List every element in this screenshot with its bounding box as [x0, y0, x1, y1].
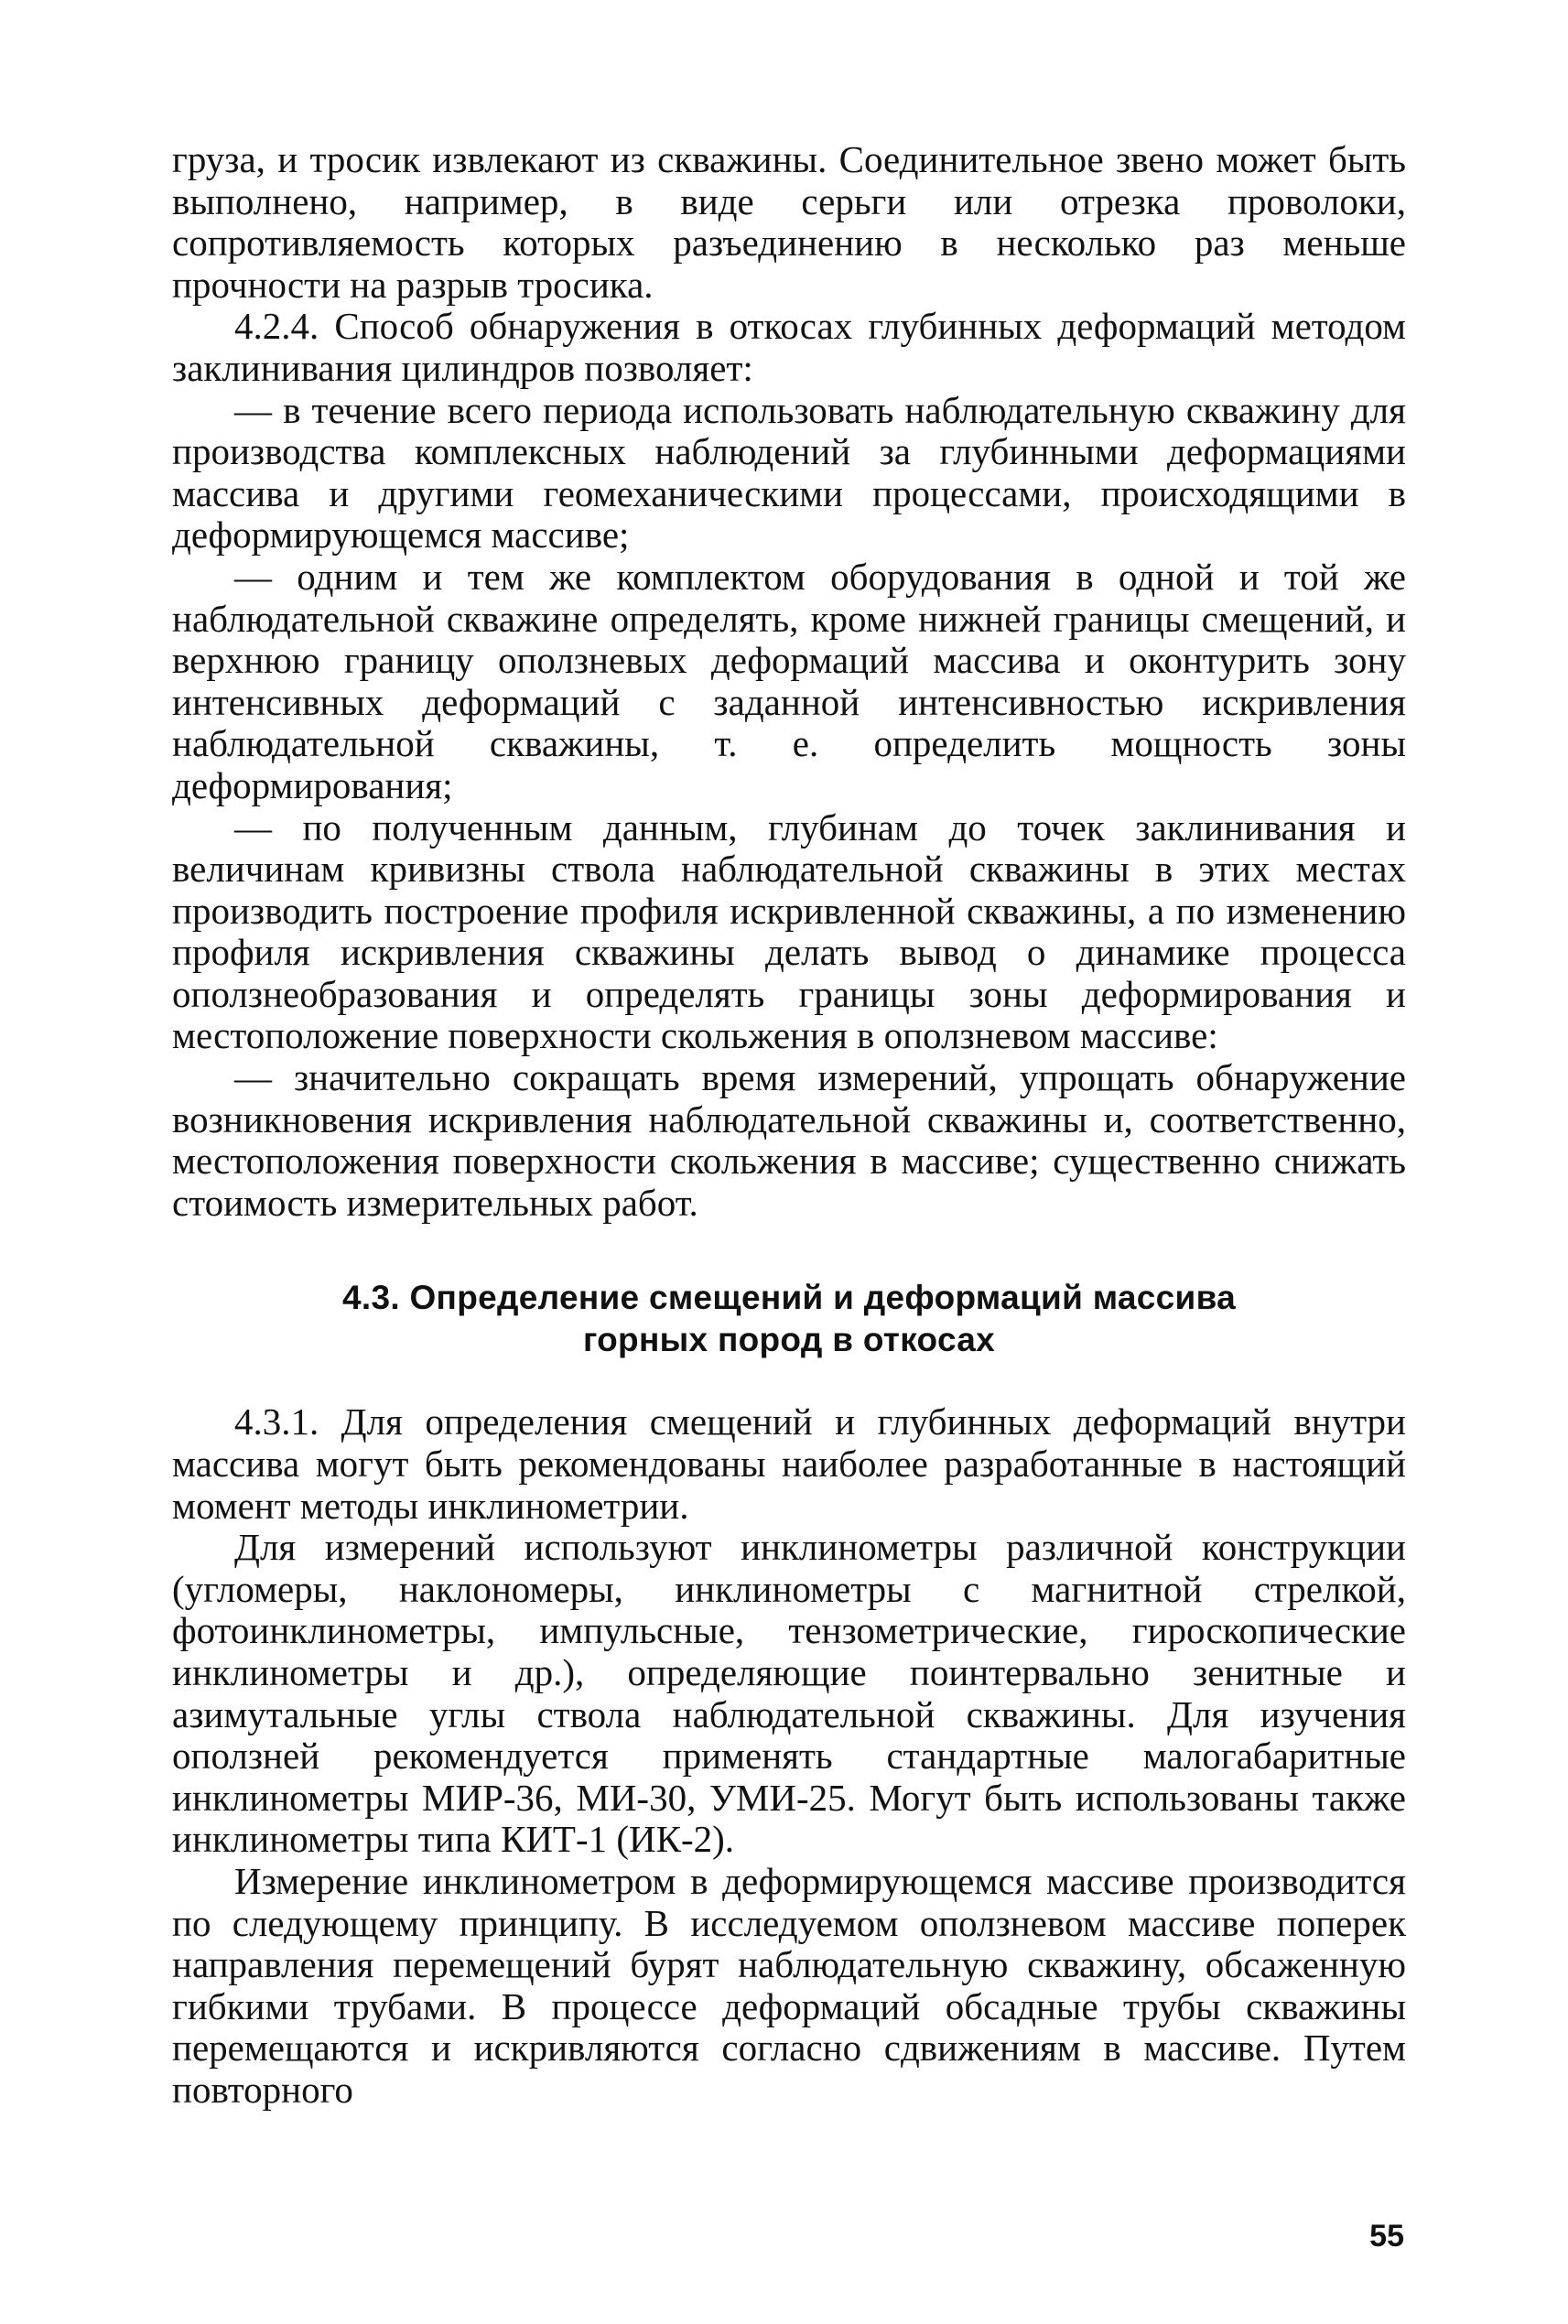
page-body: [172, 139, 1406, 2112]
section-heading-4-3: [172, 1277, 1406, 1361]
paragraph-4-2-4: 4.2.4. Способ обнаружения в откосах глубинных деформаций методом заклинивания цилиндров позволяет:: [172, 305, 1406, 389]
paragraph-inclinometers: Для измерений используют инклинометры различной конструкции (угломеры, наклономеры, инклинометры с магнитной стрелкой, фотоинклинометры, импульсные, тензометрические, гироскопические инклинометры и др.), определяющие поинтервально зенитные и азимутальные углы ствола наблюдательной скважины. Для изучения оползней рекомендуется применять стандартные малогабаритные инклинометры МИР-36, МИ-30, УМИ-25. Могут быть использованы также инклинометры типа КИТ-1 (ИК-2).: [172, 1526, 1406, 1861]
section-heading-line-2: горных пород в откосах: [582, 1321, 996, 1359]
list-item-dash-3: — по полученным данным, глубинам до точек заклинивания и величинам кривизны ствола наблюдательной скважины в этих местах производить построение профиля искривленной скважины, а по изменению профиля искривления скважины делать вывод о динамике процесса оползнеобразования и определять границы зоны деформирования и местоположение поверхности скольжения в оползневом массиве:: [172, 805, 1406, 1057]
paragraph-continuation: груза, и тросик извлекают из скважины. Соединительное звено может быть выполнено, например, в виде серьги или отрезка проволоки, сопротивляемость которых разъединению в несколько раз меньше прочности на разрыв тросика.: [172, 138, 1406, 306]
list-item-dash-4: — значительно сокращать время измерений, упрощать обнаружение возникновения искривления наблюдательной скважины и, соответственно, местоположения поверхности скольжения в массиве; существенно снижать стоимость измерительных работ.: [172, 1056, 1406, 1224]
text-block-top: [172, 139, 1406, 1224]
page-number: 55: [1369, 2219, 1404, 2254]
section-heading-line-1: 4.3. Определение смещений и деформаций массива: [341, 1279, 1237, 1317]
list-item-dash-2: — одним и тем же комплектом оборудования в одной и той же наблюдательной скважине определять, кроме нижней границы смещений, и верхнюю границу оползневых деформаций массива и оконтурить зону интенсивных деформаций с заданной интенсивностью искривления наблюдательной скважины, т. е. определить мощность зоны деформирования;: [172, 555, 1406, 806]
list-item-dash-1: — в течение всего периода использовать наблюдательную скважину для производства комплексных наблюдений за глубинными деформациями массива и другими геомеханическими процессами, происходящими в деформирующемся массиве;: [172, 388, 1406, 557]
paragraph-measurement-principle: Измерение инклинометром в деформирующемся массиве производится по следующему принципу. В исследуемом оползневом массиве поперек направления перемещений бурят наблюдательную скважину, обсаженную гибкими трубами. В процессе деформаций обсадные трубы скважины перемещаются и искривляются согласно сдвижениям в массиве. Путем повторного: [172, 1859, 1406, 2111]
paragraph-4-3-1: 4.3.1. Для определения смещений и глубинных деформаций внутри массива могут быть рекомендованы наиболее разработанные в настоящий момент методы инклинометрии.: [172, 1400, 1406, 1527]
text-block-bottom: [172, 1401, 1406, 2111]
